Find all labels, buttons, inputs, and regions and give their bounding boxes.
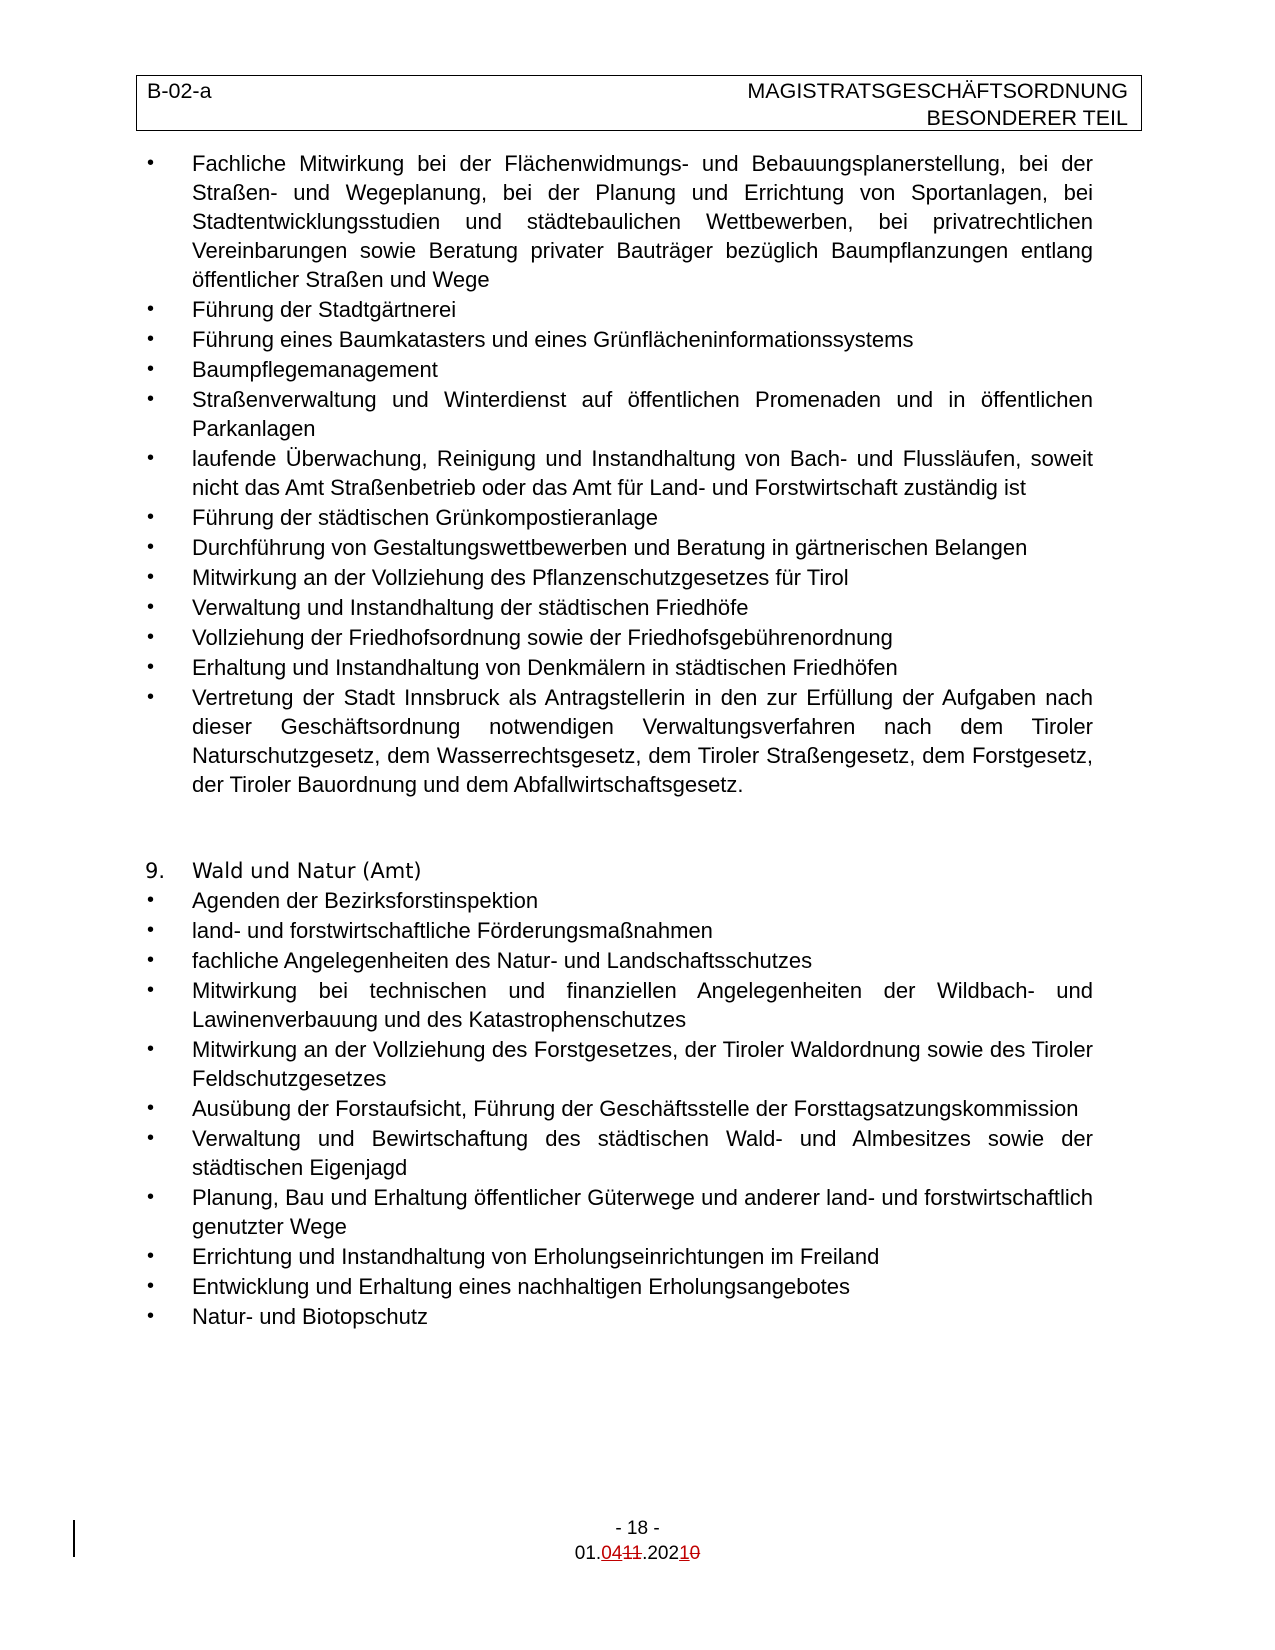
section-heading [145, 857, 1093, 886]
list-item [145, 355, 1093, 384]
revision-date [0, 1541, 1275, 1566]
bullet-icon: • [147, 626, 155, 648]
list-item-text: laufende Überwachung, Reinigung und Instandhaltung von Bach- und Flussläufen, soweit nicht das Amt Straßenbetrieb oder das Amt für Land- und Forstwirtschaft zuständig ist [192, 446, 1093, 500]
bullet-icon: • [147, 298, 155, 320]
list-item-text: Straßenverwaltung und Winterdienst auf öffentlichen Promenaden und in öffentlichen Parkanlagen [192, 387, 1093, 441]
list-item-text: Ausübung der Forstaufsicht, Führung der Geschäftsstelle der Forsttagsatzungskommission [192, 1096, 1079, 1121]
list-item [145, 533, 1093, 562]
list-item [145, 593, 1093, 622]
list-item-text: Führung der städtischen Grünkompostieranlage [192, 505, 658, 530]
bullet-icon: • [147, 1097, 155, 1119]
list-item-text: Mitwirkung an der Vollziehung des Forstgesetzes, der Tiroler Waldordnung sowie des Tiroler Feldschutzgesetzes [192, 1037, 1093, 1091]
list-item [145, 683, 1093, 799]
list-item [145, 1183, 1093, 1241]
bullet-icon: • [147, 447, 155, 469]
list-item [145, 325, 1093, 354]
list-item-text: Fachliche Mitwirkung bei der Flächenwidmungs- und Bebauungsplanerstellung, bei der Straßen- und Wegeplanung, bei der Planung und Errichtung von Sportanlagen, bei Stadtentwicklungsstudien und städtebaulichen Wettbewerben, bei privatrechtlichen Vereinbarungen sowie Beratung privater Bauträger bezüglich Baumpflanzungen entlang öffentlicher Straßen und Wege [192, 151, 1093, 292]
bullet-icon: • [147, 1245, 155, 1267]
list-item [145, 149, 1093, 294]
page-body [145, 149, 1093, 1332]
list-item-text: Durchführung von Gestaltungswettbewerben und Beratung in gärtnerischen Belangen [192, 535, 1028, 560]
list-item-text: Agenden der Bezirksforstinspektion [192, 888, 539, 913]
document-code: B-02-a [147, 79, 212, 103]
list-item [145, 1124, 1093, 1182]
list-item [145, 1035, 1093, 1093]
page-number: - 18 - [615, 1518, 660, 1539]
bullet-icon: • [147, 656, 155, 678]
list-item-text: Natur- und Biotopschutz [192, 1304, 429, 1329]
bullet-icon: • [147, 596, 155, 618]
list-item-text: Mitwirkung an der Vollziehung des Pflanzenschutzgesetzes für Tirol [192, 565, 849, 590]
header-title: MAGISTRATSGESCHÄFTSORDNUNG [747, 79, 1128, 103]
date-mid: .202 [642, 1543, 680, 1564]
bullet-icon: • [147, 388, 155, 410]
list-item [145, 623, 1093, 652]
list-item-text: fachliche Angelegenheiten des Natur- und Landschaftsschutzes [192, 948, 813, 973]
bullet-icon: • [147, 1305, 155, 1327]
list-item-text: land- und forstwirtschaftliche Förderungsmaßnahmen [192, 918, 713, 943]
task-list-b [145, 886, 1093, 1331]
bullet-icon: • [147, 152, 155, 174]
list-item [145, 444, 1093, 502]
list-item-text: Errichtung und Instandhaltung von Erholungseinrichtungen im Freiland [192, 1244, 880, 1269]
date-year-old: 0 [689, 1543, 701, 1564]
date-month-new: 04 [601, 1543, 623, 1564]
list-item-text: Vollziehung der Friedhofsordnung sowie der Friedhofsgebührenordnung [192, 625, 893, 650]
section-number: 9. [145, 859, 166, 883]
date-prefix: 01. [574, 1543, 602, 1564]
list-item [145, 916, 1093, 945]
list-item-text: Verwaltung und Instandhaltung der städtischen Friedhöfe [192, 595, 749, 620]
list-item [145, 1094, 1093, 1123]
list-item [145, 1242, 1093, 1271]
list-item [145, 503, 1093, 532]
list-item-text: Entwicklung und Erhaltung eines nachhaltigen Erholungsangebotes [192, 1274, 851, 1299]
list-item [145, 886, 1093, 915]
bullet-icon: • [147, 949, 155, 971]
list-item [145, 976, 1093, 1034]
section-title: Wald und Natur (Amt) [192, 859, 422, 883]
bullet-icon: • [147, 686, 155, 708]
date-year-new: 1 [679, 1543, 690, 1564]
task-list-a [145, 149, 1093, 799]
list-item [145, 946, 1093, 975]
bullet-icon: • [147, 506, 155, 528]
bullet-icon: • [147, 889, 155, 911]
bullet-icon: • [147, 1275, 155, 1297]
bullet-icon: • [147, 1127, 155, 1149]
list-item-text: Verwaltung und Bewirtschaftung des städtischen Wald- und Almbesitzes sowie der städtischen Eigenjagd [192, 1126, 1093, 1180]
bullet-icon: • [147, 536, 155, 558]
list-item [145, 1302, 1093, 1331]
list-item [145, 653, 1093, 682]
list-item-text: Vertretung der Stadt Innsbruck als Antragstellerin in den zur Erfüllung der Aufgaben nach dieser Geschäftsordnung notwendigen Verwaltungsverfahren nach dem Tiroler Naturschutzgesetz, dem Wasserrechtsgesetz, dem Tiroler Straßengesetz, dem Forstgesetz, der Tiroler Bauordnung und dem Abfallwirtschaftsgesetz. [192, 685, 1093, 797]
list-item-text: Führung eines Baumkatasters und eines Grünflächeninformationssystems [192, 327, 914, 352]
list-item [145, 1272, 1093, 1301]
page-header [136, 75, 1142, 131]
list-item-text: Führung der Stadtgärtnerei [192, 297, 457, 322]
list-item-text: Erhaltung und Instandhaltung von Denkmälern in städtischen Friedhöfen [192, 655, 898, 680]
list-item [145, 563, 1093, 592]
header-title-block [747, 78, 1128, 132]
bullet-icon: • [147, 1186, 155, 1208]
list-item [145, 385, 1093, 443]
bullet-icon: • [147, 1038, 155, 1060]
list-item-text: Planung, Bau und Erhaltung öffentlicher Güterwege und anderer land- und forstwirtschaftlich genutzter Wege [192, 1185, 1093, 1239]
header-subtitle: BESONDERER TEIL [926, 106, 1128, 130]
list-item-text: Baumpflegemanagement [192, 357, 438, 382]
bullet-icon: • [147, 566, 155, 588]
list-item-text: Mitwirkung bei technischen und finanziellen Angelegenheiten der Wildbach- und Lawinenverbauung und des Katastrophenschutzes [192, 978, 1093, 1032]
bullet-icon: • [147, 919, 155, 941]
list-item [145, 295, 1093, 324]
date-month-old: 11 [622, 1543, 643, 1564]
bullet-icon: • [147, 328, 155, 350]
bullet-icon: • [147, 358, 155, 380]
bullet-icon: • [147, 979, 155, 1001]
